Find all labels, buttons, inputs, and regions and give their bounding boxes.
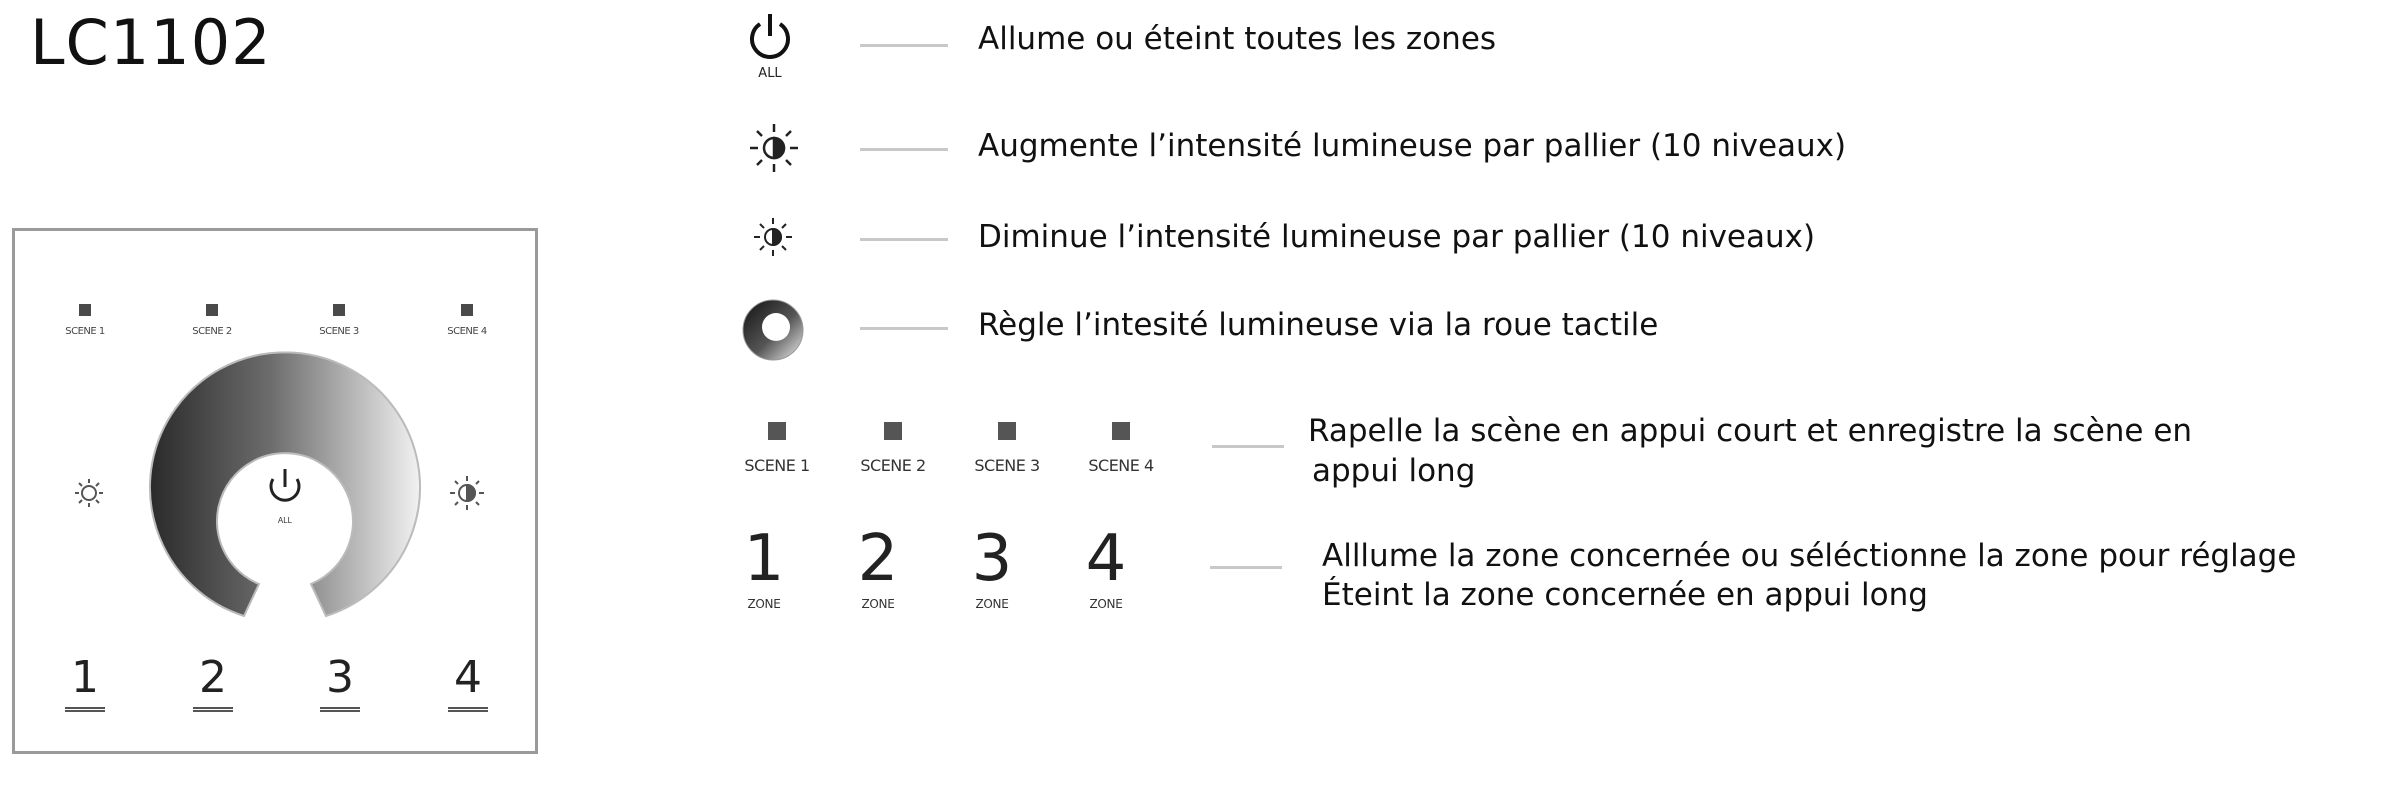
leader-line-wheel — [860, 327, 948, 330]
scene-4-led — [1112, 422, 1130, 440]
panel-zone-2-marker — [193, 707, 233, 712]
power-all-label: ALL — [758, 66, 782, 81]
panel-scene-3-led[interactable] — [333, 304, 345, 316]
control-panel — [12, 228, 538, 754]
zones-description-line2: Éteint la zone concernée en appui long — [1322, 577, 1928, 613]
panel-zone-1[interactable]: 1 — [71, 652, 99, 703]
center-all-label: ALL — [277, 516, 293, 525]
panel-zone-3-marker — [320, 707, 360, 712]
panel-scene-2-led[interactable] — [206, 304, 218, 316]
panel-zone-1-marker — [65, 707, 105, 712]
leader-line-scenes — [1212, 445, 1284, 448]
panel-scene-3-label: SCENE 3 — [319, 326, 359, 337]
panel-zone-3[interactable]: 3 — [326, 652, 354, 703]
leader-line-zones — [1210, 566, 1282, 569]
panel-scene-1-label: SCENE 1 — [65, 326, 105, 337]
scene-4-label: SCENE 4 — [1088, 456, 1154, 475]
zone-2-number: 2 — [857, 522, 899, 596]
scene-1-led — [768, 422, 786, 440]
power-description: Allume ou éteint toutes les zones — [978, 21, 1497, 57]
scenes-description-line1: Rapelle la scène en appui court et enregistre la scène en — [1308, 413, 2193, 449]
wheel-description: Règle l’intesité lumineuse via la roue tactile — [978, 307, 1659, 343]
panel-scene-1-led[interactable] — [79, 304, 91, 316]
zone-3-number: 3 — [971, 522, 1013, 596]
power-icon — [740, 6, 800, 66]
panel-dim-icon — [75, 479, 103, 507]
leader-line-power — [860, 44, 948, 47]
panel-zone-4-marker — [448, 707, 488, 712]
panel-bright-icon — [450, 476, 484, 510]
panel-scene-4-led[interactable] — [461, 304, 473, 316]
leader-line-brightness-up — [860, 148, 948, 151]
zone-4-label: ZONE — [1089, 597, 1123, 611]
scene-1-label: SCENE 1 — [744, 456, 810, 475]
zones-description-line1: Alllume la zone concernée ou séléctionne la zone pour réglage — [1322, 538, 2297, 574]
scene-2-led — [884, 422, 902, 440]
zone-1-number: 1 — [743, 522, 785, 596]
touch-wheel-icon — [740, 297, 806, 363]
zone-2-label: ZONE — [861, 597, 895, 611]
model-title: LC1102 — [30, 6, 272, 79]
panel-zone-2[interactable]: 2 — [199, 652, 227, 703]
zone-4-number: 4 — [1085, 522, 1127, 596]
scene-3-led — [998, 422, 1016, 440]
panel-scene-4-label: SCENE 4 — [447, 326, 487, 337]
scene-2-label: SCENE 2 — [860, 456, 926, 475]
zone-1-label: ZONE — [747, 597, 781, 611]
brightness-up-icon — [744, 118, 804, 178]
center-power-icon — [271, 469, 299, 500]
scene-3-label: SCENE 3 — [974, 456, 1040, 475]
brightness-down-icon — [748, 212, 798, 262]
leader-line-brightness-down — [860, 238, 948, 241]
brightness-up-description: Augmente l’intensité lumineuse par pallier (10 niveaux) — [978, 128, 1847, 164]
brightness-down-description: Diminue l’intensité lumineuse par pallier (10 niveaux) — [978, 219, 1816, 255]
panel-zone-4[interactable]: 4 — [454, 652, 482, 703]
scenes-description-line2: appui long — [1312, 453, 1476, 489]
panel-scene-2-label: SCENE 2 — [192, 326, 232, 337]
zone-3-label: ZONE — [975, 597, 1009, 611]
